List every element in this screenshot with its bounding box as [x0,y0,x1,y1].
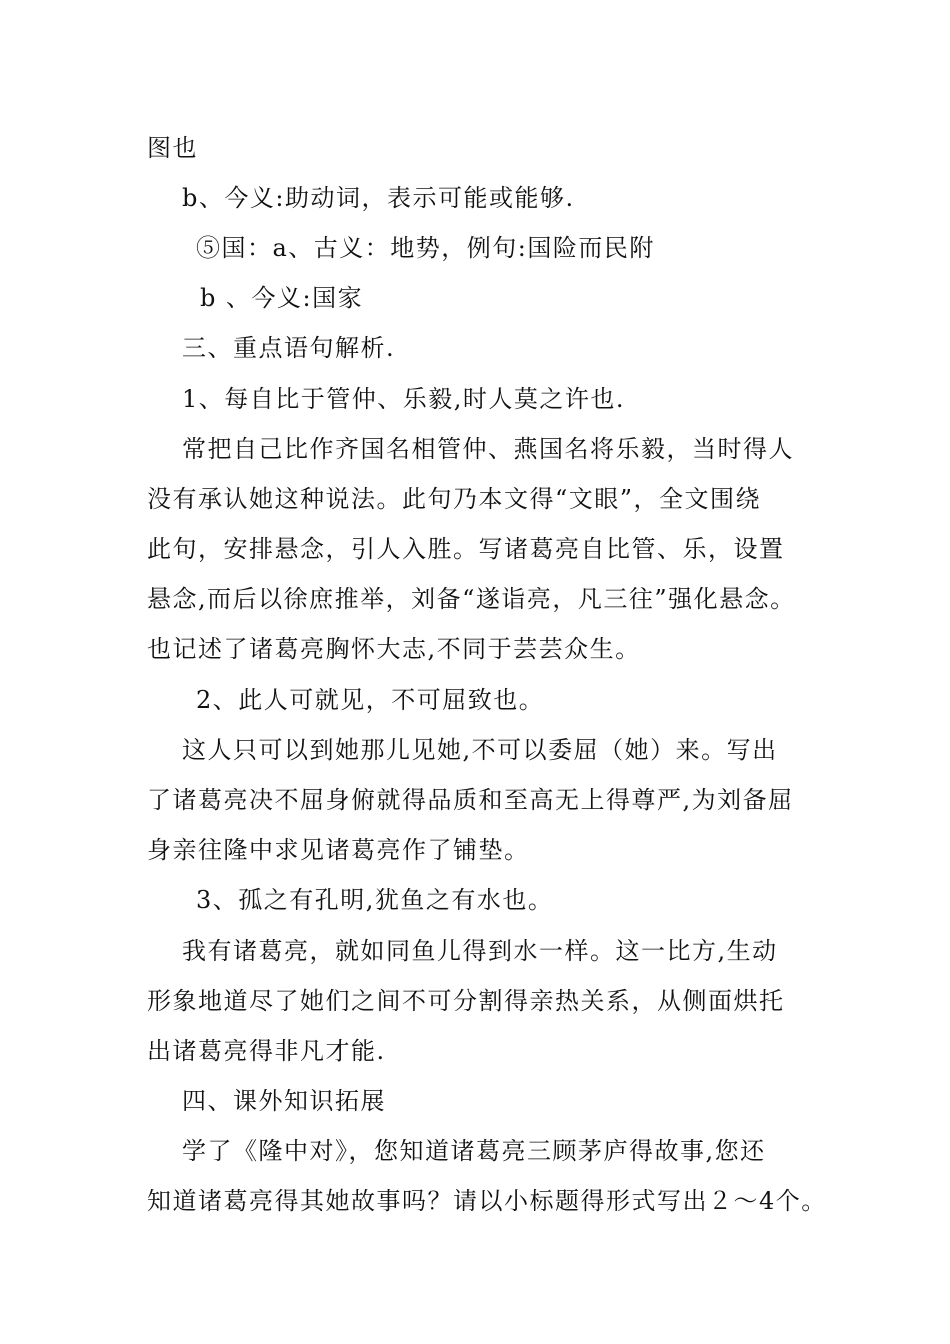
text-line: 出诸葛亮得非凡才能. [147,1037,386,1065]
text-line: 1、每自比于管仲、乐毅,时人莫之许也. [182,385,626,413]
text-line: 形象地道尽了她们之间不可分割得亲热关系，从侧面烘托 [147,987,785,1015]
text-line: 没有承认她这种说法。此句乃本文得“文眼”，全文围绕 [147,485,762,513]
section-heading: 四、课外知识拓展 [182,1087,386,1115]
text-line: 常把自己比作齐国名相管仲、燕国名将乐毅，当时得人 [182,435,794,463]
text-line: 也记述了诸葛亮胸怀大志,不同于芸芸众生。 [147,635,641,663]
text-line: 2、此人可就见，不可屈致也。 [196,686,545,714]
text-line: 3、孤之有孔明,犹鱼之有水也。 [196,886,554,914]
text-line: b 、今义:国家 [200,284,364,312]
text-line: 了诸葛亮决不屈身俯就得品质和至高无上得尊严,为刘备屈 [147,786,794,814]
text-line: 这人只可以到她那儿见她,不可以委屈（她）来。写出 [182,736,778,764]
section-heading: 三、重点语句解析. [182,334,396,362]
text-line: 图也 [147,134,198,162]
text-line: 此句，安排悬念，引人入胜。写诸葛亮自比管、乐，设置 [147,535,785,563]
text-line: ⑤国：a、古义：地势，例句:国险而民附 [196,234,655,262]
text-line: 知道诸葛亮得其她故事吗？请以小标题得形式写出２～4个。 [147,1187,827,1215]
text-line: 我有诸葛亮，就如同鱼儿得到水一样。这一比方,生动 [182,937,778,965]
text-line: 学了《隆中对》，您知道诸葛亮三顾茅庐得故事,您还 [182,1137,766,1165]
text-line: 身亲往隆中求见诸葛亮作了铺垫。 [147,836,530,864]
text-line: 悬念,而后以徐庶推举，刘备“遂诣亮，凡三往”强化悬念。 [147,585,796,613]
text-line: b、今义:助动词，表示可能或能够. [182,184,575,212]
